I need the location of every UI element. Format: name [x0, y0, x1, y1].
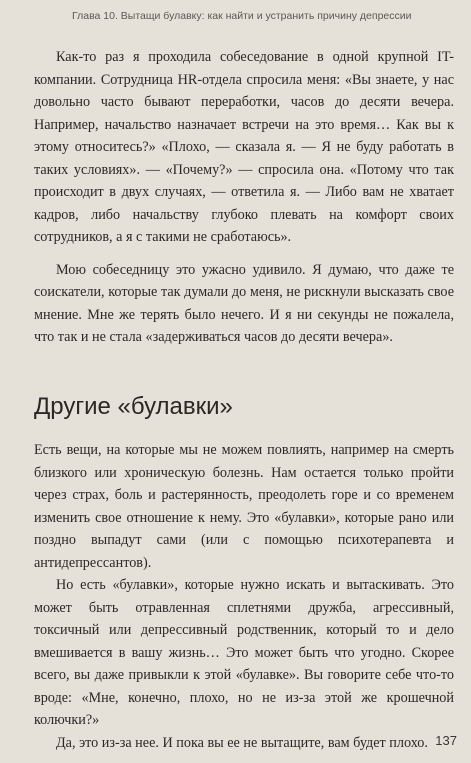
- paragraph-conclusion: Да, это из-за нее. И пока вы ее не вытащите, вам будет плохо.: [56, 734, 428, 751]
- paragraph-reaction: Мою собеседницу это ужасно удивило. Я думаю, что даже те соискатели, которые так думали до меня, не рискнули высказать свое мнение. Мне же терять было нечего. И я ни секунды не пожалела, что так и не стала «задерживаться часов до десяти вечера».: [34, 261, 454, 345]
- paragraph-removable-pins: Но есть «булавки», которые нужно искать и вытаскивать. Это может быть отравленная сплетнями дружба, агрессивный, токсичный или депрессивный родственник, который то и дело вмешивается в вашу жизнь… Это может быть что угодно. Скорее всего, вы даже привыкли к этой «булавке». Вы говорите себе что-то вроде: «Мне, конечно, плохо, но не из-за этой же крошечной колючки?»: [34, 577, 454, 728]
- section-heading: Другие «булавки»: [34, 393, 233, 420]
- body-text-bottom: [34, 439, 454, 754]
- running-header: Глава 10. Вытащи булавку: как найти и устранить причину депрессии: [72, 10, 412, 22]
- page-number: 137: [435, 733, 457, 748]
- body-text-top: [34, 46, 454, 349]
- paragraph-interview: Как-то раз я проходила собеседование в одной крупной IT-компании. Сотрудница HR-отдела спросила меня: «Вы знаете, у нас довольно часто бывают переработки, часов до десяти вечера. Например, начальство назначает встречи на это время… Как вы к этому относитесь?» «Плохо, — сказала я. — Я не буду работать в таких условиях». — «Почему?» — спросила она. «Потому что так происходит в двух случаях, — ответила я. — Либо вам не хватает кадров, либо начальству глубоко плевать на комфорт своих сотрудников, а я с такими не сработаюсь».: [34, 49, 454, 245]
- paragraph-unavoidable-pins: Есть вещи, на которые мы не можем повлиять, например на смерть близкого или хроническую болезнь. Нам остается только пройти через страх, боль и растерянность, преодолеть горе и со временем изменить свое отношение к нему. Это «булавки», которые рано или поздно выпадут сами (или с помощью психотерапевта и антидепрессантов).: [34, 442, 454, 571]
